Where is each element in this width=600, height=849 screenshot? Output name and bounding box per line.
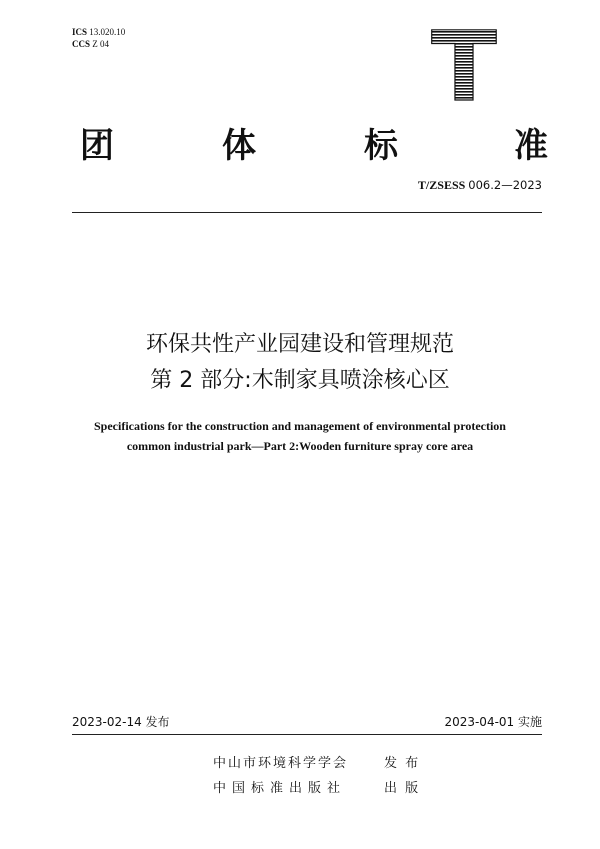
ics-code — [72, 26, 125, 38]
standard-type — [80, 118, 550, 166]
standard-type-char: 团 — [80, 126, 114, 166]
standard-letter-logo — [425, 28, 503, 106]
implement-date: 2023-04-01 实施 — [444, 715, 542, 729]
title-cn-line1: 环保共性产业园建设和管理规范 — [145, 332, 454, 357]
standard-code-prefix: T/ZSESS — [417, 178, 466, 192]
publisher-name: 中山市环境科学学会 — [213, 756, 349, 771]
title-cn-line2: 第 2 部分:木制家具喷涂核心区 — [150, 368, 450, 393]
big-letter: T — [431, 28, 497, 106]
bottom-divider — [72, 734, 542, 735]
publisher-role: 发 布 — [384, 756, 421, 771]
ccs-value: Z 04 — [92, 39, 110, 49]
classification-codes — [72, 26, 125, 50]
press-role: 出 版 — [384, 781, 421, 796]
standard-code-number: 006.2—2023 — [468, 178, 542, 192]
standard-code — [418, 178, 542, 193]
standard-type-char: 准 — [514, 126, 548, 166]
top-divider — [72, 212, 542, 213]
ccs-code — [72, 38, 125, 50]
standard-type-char: 标 — [364, 126, 398, 166]
ics-value: 13.020.10 — [89, 27, 126, 37]
standard-type-char: 体 — [222, 126, 256, 166]
press-name: 中国标准出版社 — [213, 781, 347, 796]
ccs-label: CCS — [72, 39, 91, 49]
title-en-line2: common industrial park—Part 2:Wooden furniture spray core area — [126, 439, 474, 453]
title-en-line1: Specifications for the construction and management of environmental protection — [94, 419, 506, 433]
publish-date: 2023-02-14 发布 — [72, 715, 170, 729]
ics-label: ICS — [72, 27, 88, 37]
